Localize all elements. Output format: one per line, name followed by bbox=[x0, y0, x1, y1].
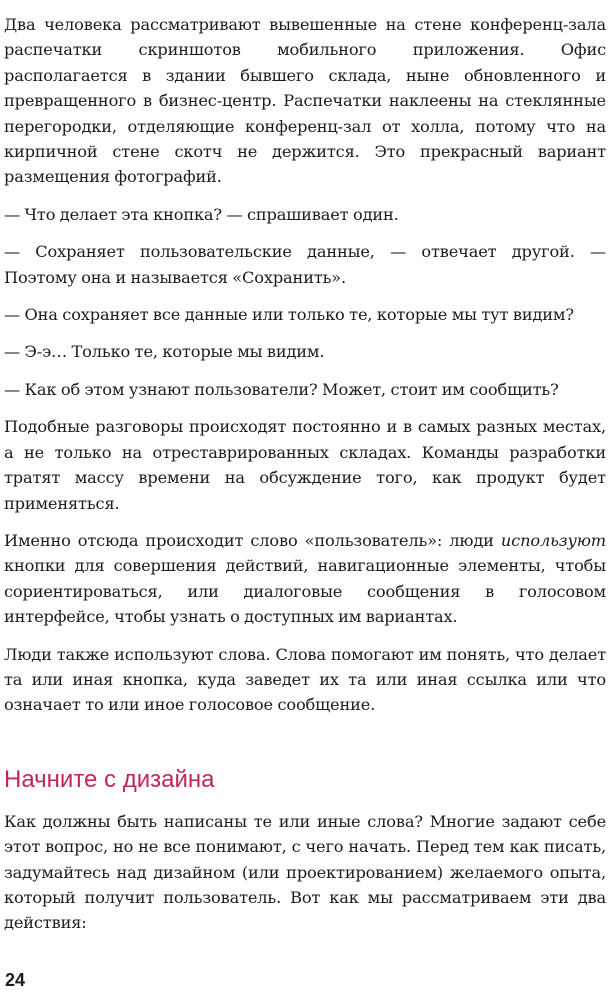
page-number: 24 bbox=[5, 970, 26, 990]
paragraph-dialogue-reply: — Э-э… Только те, которые мы видим. bbox=[4, 342, 325, 362]
paragraph-words: Люди также используют слова. Слова помогают им понять, что делает та или иная кнопка, куда заведет их та или иная ссылка или что означает то или иное голосовое сообщение. bbox=[4, 644, 606, 715]
paragraph-intro: Два человека рассматривают вывешенные на стене конференц-зала распечатки скриншотов мобильного приложения. Офис располагается в здании бывшего склада, ныне обновленного и превращенного в бизнес-центр. Распечатки наклеены на стеклянные перегородки, отделяющие конференц-зал от холла, потому что на кирпичной стене скотч не держится. Это прекрасный вариант размещения фотографий. bbox=[4, 15, 606, 187]
paragraph-dialogue-users: — Как об этом узнают пользователи? Может, стоит им сообщить? bbox=[4, 379, 559, 399]
paragraph-user-emphasis: используют bbox=[500, 530, 606, 550]
section-heading: Начните с дизайна bbox=[4, 765, 215, 793]
paragraph-section-intro: Как должны быть написаны те или иные слова? Многие задают себе этот вопрос, но не все понимают, с чего начать. Перед тем как писать, задумайтесь над дизайном (или проектированием) желаемого опыта, который получит пользователь. Вот как мы рассматриваем эти два действия: bbox=[4, 811, 606, 933]
paragraph-user-rest: кнопки для совершения действий, навигационные элементы, чтобы сориентироваться, или диалоговые сообщения в голосовом интерфейсе, чтобы узнать о доступных им вариантах. bbox=[4, 556, 606, 627]
paragraph-user-intro: Именно отсюда происходит слово «пользователь»: люди bbox=[4, 530, 501, 550]
paragraph-user-word bbox=[4, 528, 606, 630]
paragraph-dialogue-followup: — Она сохраняет все данные или только те, которые мы тут видим? bbox=[4, 305, 574, 325]
paragraph-dialogue-answer: — Сохраняет пользовательские данные, — отвечает другой. — Поэтому она и называется «Сохранить». bbox=[4, 242, 606, 287]
paragraph-dialogue-question: — Что делает эта кнопка? — спрашивает один. bbox=[4, 204, 399, 224]
paragraph-conversations: Подобные разговоры происходят постоянно и в самых разных местах, а не только на отреставрированных складах. Команды разработки тратят массу времени на обсуждение того, как продукт будет применяться. bbox=[4, 417, 606, 513]
